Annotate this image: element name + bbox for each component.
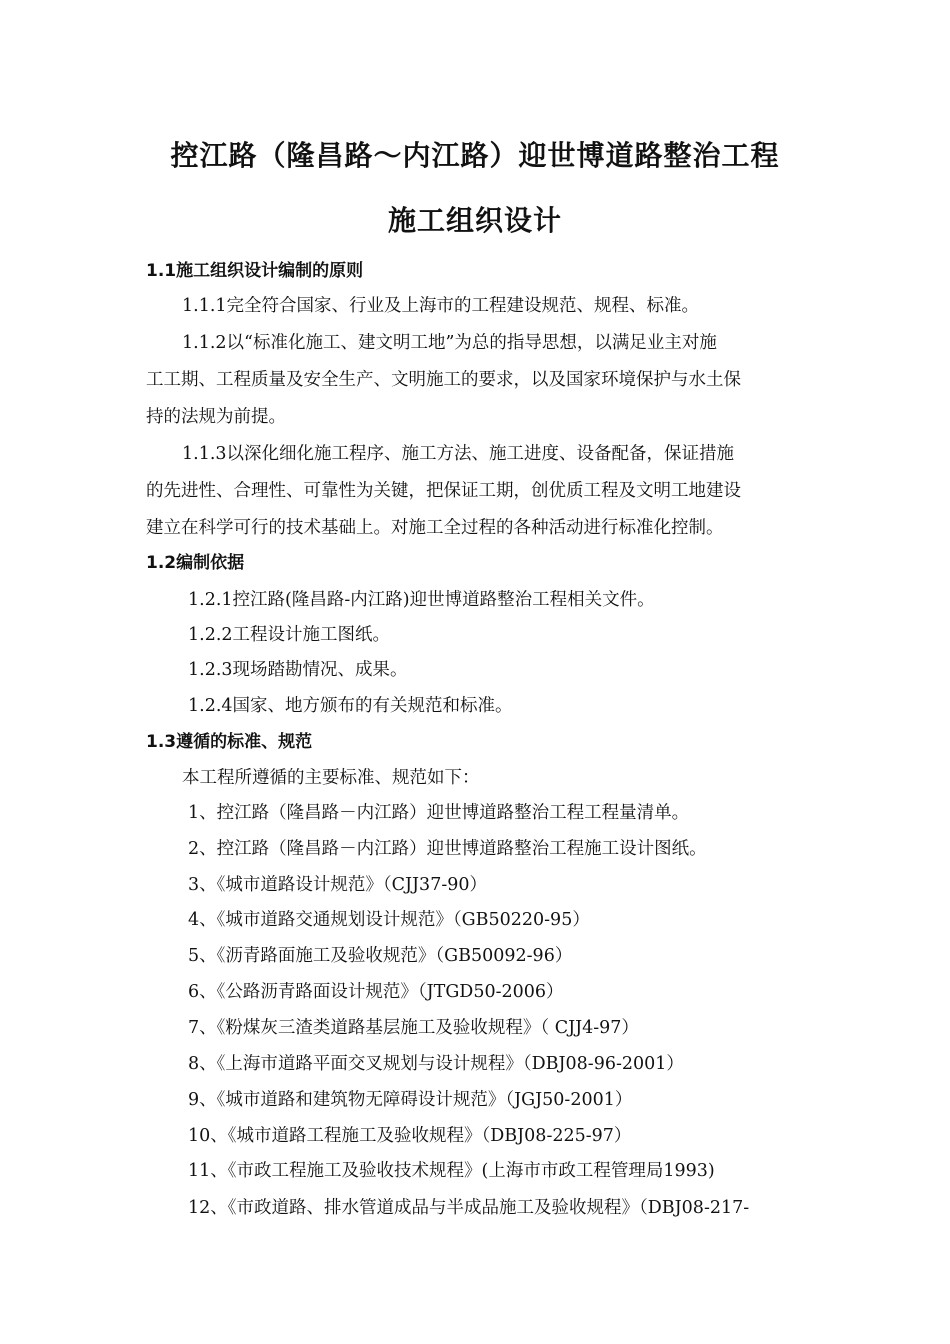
list-item: 1、控江路（隆昌路－内江路）迎世博道路整治工程工程量清单。 (188, 803, 690, 823)
list-item: 10、《城市道路工程施工及验收规程》（DBJ08-225-97） (188, 1126, 632, 1146)
paragraph-1-1-2-line3: 持的法规为前提。 (146, 407, 286, 427)
paragraph-1-2-2: 1.2.2工程设计施工图纸。 (188, 625, 391, 645)
list-item: 3、《城市道路设计规范》（CJJ37-90） (188, 875, 488, 895)
list-item: 11、《市政工程施工及验收技术规程》(上海市市政工程管理局1993) (188, 1161, 715, 1181)
list-item: 2、控江路（隆昌路－内江路）迎世博道路整治工程施工设计图纸。 (188, 839, 707, 859)
paragraph-1-2-1: 1.2.1控江路(隆昌路-内江路)迎世博道路整治工程相关文件。 (188, 590, 655, 610)
document-title: 控江路（隆昌路～内江路）迎世博道路整治工程 (170, 139, 780, 172)
paragraph-1-2-3: 1.2.3现场踏勘情况、成果。 (188, 660, 408, 680)
document-subtitle: 施工组织设计 (387, 204, 562, 237)
list-item: 7、《粉煤灰三渣类道路基层施工及验收规程》（ CJJ4-97） (188, 1018, 639, 1038)
list-item: 5、《沥青路面施工及验收规范》（GB50092-96） (188, 946, 573, 966)
paragraph-1-1-2-line1: 1.1.2以“标准化施工、建文明工地”为总的指导思想，以满足业主对施 (182, 333, 717, 353)
paragraph-1-3-intro: 本工程所遵循的主要标准、规范如下： (182, 768, 480, 788)
paragraph-1-1-3-line1: 1.1.3以深化细化施工程序、施工方法、施工进度、设备配备，保证措施 (182, 444, 735, 464)
paragraph-1-1-2-line2: 工工期、工程质量及安全生产、文明施工的要求，以及国家环境保护与水土保 (146, 370, 741, 390)
list-item: 6、《公路沥青路面设计规范》（JTGD50-2006） (188, 982, 564, 1002)
list-item: 4、《城市道路交通规划设计规范》（GB50220-95） (188, 910, 590, 930)
paragraph-1-1-3-line2: 的先进性、合理性、可靠性为关键，把保证工期，创优质工程及文明工地建设 (146, 481, 741, 501)
list-item: 12、《市政道路、排水管道成品与半成品施工及验收规程》（DBJ08-217- (188, 1198, 750, 1218)
paragraph-1-1-1: 1.1.1完全符合国家、行业及上海市的工程建设规范、规程、标准。 (182, 296, 700, 316)
section-heading-1-3: 1.3遵循的标准、规范 (146, 732, 313, 752)
paragraph-1-1-3-line3: 建立在科学可行的技术基础上。对施工全过程的各种活动进行标准化控制。 (146, 518, 724, 538)
section-heading-1-1: 1.1施工组织设计编制的原则 (146, 261, 364, 281)
list-item: 8、《上海市道路平面交叉规划与设计规程》（DBJ08-96-2001） (188, 1054, 684, 1074)
list-item: 9、《城市道路和建筑物无障碍设计规范》（JGJ50-2001） (188, 1090, 633, 1110)
section-heading-1-2: 1.2编制依据 (146, 553, 245, 573)
paragraph-1-2-4: 1.2.4国家、地方颁布的有关规范和标准。 (188, 696, 513, 716)
